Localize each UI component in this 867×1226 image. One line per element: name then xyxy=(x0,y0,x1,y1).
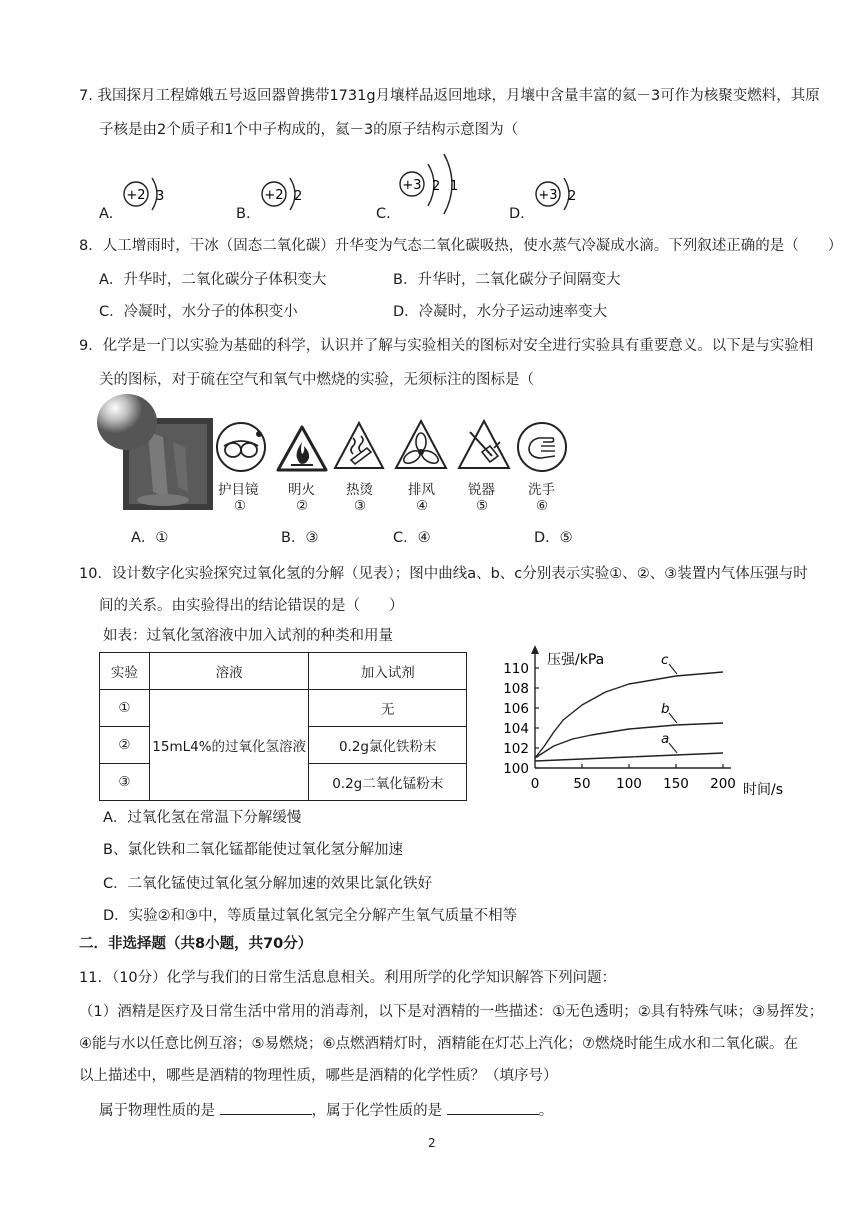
goggles-icon xyxy=(214,420,268,474)
q10-table-caption: 如表：过氧化氢溶液中加入试剂的种类和用量 xyxy=(103,628,393,644)
chart-series-leader-a xyxy=(669,743,677,753)
svg-text:2: 2 xyxy=(432,179,441,194)
hot-icon xyxy=(333,420,385,474)
svg-text:+2: +2 xyxy=(126,188,146,203)
q9-option-d: D．⑤ xyxy=(534,530,573,546)
q7-option-b-label: B. xyxy=(236,206,251,222)
chart-series-label-c: c xyxy=(661,652,669,668)
chemical-property-answer-blank[interactable] xyxy=(447,1100,539,1115)
icon-label-sharp: 锐器 xyxy=(468,482,495,498)
icon-label-goggles: 护目镜 xyxy=(218,482,259,498)
icon-num-goggles: ① xyxy=(234,498,247,514)
q8-stem: 8．人工增雨时，干冰（固态二氧化碳）升华变为气态二氧化碳吸热，使水蒸气冷凝成水滴。下列叙述正确的是（ ） xyxy=(79,238,843,254)
chart-y-tick-label: 100 xyxy=(503,761,529,777)
chart-series-leader-c xyxy=(669,664,677,674)
icon-num-handwash: ⑥ xyxy=(536,498,549,514)
table-header-reagent: 加入试剂 xyxy=(309,653,467,690)
q7-option-c-label: C. xyxy=(376,206,391,222)
q7-option-a-label: A. xyxy=(99,206,114,222)
chart-series-line-b xyxy=(535,723,723,758)
table-cell-exp-3: ③ xyxy=(100,764,150,801)
chart-y-axis-label: 压强/kPa xyxy=(547,652,605,668)
icon-label-hot: 热烫 xyxy=(346,482,373,498)
q9-option-a: A．① xyxy=(131,530,169,546)
fan-icon xyxy=(393,418,449,474)
fire-icon xyxy=(275,424,329,474)
chart-series-label-a: a xyxy=(661,731,670,747)
chart-x-tick-label: 150 xyxy=(663,776,689,792)
icon-label-handwash: 洗手 xyxy=(528,482,555,498)
q11-fill-physical-label: 属于物理性质的是 xyxy=(99,1103,215,1119)
table-cell-reagent-2: 0.2g氯化铁粉末 xyxy=(309,727,467,764)
table-header-exp: 实验 xyxy=(100,653,150,690)
q8-option-d: D．冷凝时，水分子运动速率变大 xyxy=(393,304,608,320)
svg-text:+3: +3 xyxy=(402,178,422,193)
atom-diagram-b xyxy=(256,170,306,220)
chart-y-axis-arrow xyxy=(531,645,539,654)
handwash-icon xyxy=(515,420,569,474)
physical-property-answer-blank[interactable] xyxy=(220,1100,312,1115)
chart-y-tick-label: 108 xyxy=(503,681,529,697)
chart-x-tick-label: 0 xyxy=(530,776,540,792)
atom-diagram-a xyxy=(118,170,168,220)
q7-line1: 7. 我国探月工程嫦娥五号返回器曾携带1731g月壤样品返回地球，月壤中含量丰富的氦－3可作为核聚变燃料，其原 xyxy=(79,88,820,104)
svg-text:2: 2 xyxy=(294,189,303,204)
table-cell-exp-1: ① xyxy=(100,690,150,727)
chart-series-leader-b xyxy=(669,713,677,723)
chart-x-tick-label: 100 xyxy=(616,776,642,792)
chart-x-tick-label: 200 xyxy=(710,776,736,792)
icon-label-fire: 明火 xyxy=(288,482,315,498)
q11-fill-chemical-label: ，属于化学性质的是 xyxy=(311,1103,443,1119)
atom-diagram-d xyxy=(530,170,580,220)
q11-p2: ④能与水以任意比例互溶；⑤易燃烧；⑥点燃酒精灯时，酒精能在灯芯上汽化；⑦燃烧时能生成水和二氧化碳。在 xyxy=(79,1036,798,1052)
svg-text:1: 1 xyxy=(450,179,459,194)
q11-fill-line xyxy=(99,1100,553,1121)
table-cell-reagent-1: 无 xyxy=(309,690,467,727)
chart-series xyxy=(535,652,723,761)
q10-option-a: A．过氧化氢在常温下分解缓慢 xyxy=(103,810,302,826)
q9-line1: 9．化学是一门以实验为基础的科学，认识并了解与实验相关的图标对安全进行实验具有重要意义。以下是与实验相 xyxy=(79,338,814,354)
chart-x-axis-label: 时间/s xyxy=(743,782,784,798)
icon-num-sharp: ⑤ xyxy=(476,498,489,514)
q11-p1: （1）酒精是医疗及日常生活中常用的消毒剂，以下是对酒精的一些描述：①无色透明；②具有特殊气味；③易挥发； xyxy=(79,1004,824,1020)
icon-label-fan: 排风 xyxy=(408,482,435,498)
q10-option-b: B、氯化铁和二氧化锰都能使过氧化氢分解加速 xyxy=(103,842,403,858)
q9-line2: 关的图标，对于硫在空气和氧气中燃烧的实验，无须标注的图标是（ xyxy=(99,372,534,388)
svg-text:+3: +3 xyxy=(538,188,558,203)
atom-diagram-c xyxy=(392,148,472,218)
q7-line2: 子核是由2个质子和1个中子构成的，氦－3的原子结构示意图为（ xyxy=(99,122,519,138)
icon-num-hot: ③ xyxy=(354,498,367,514)
q7-option-d-label: D. xyxy=(509,206,525,222)
chart-y-tick-label: 104 xyxy=(503,721,529,737)
chart-y-tick-label: 110 xyxy=(503,661,529,677)
section-title: 二．非选择题（共8小题，共70分） xyxy=(79,936,313,952)
q10-option-d: D．实验②和③中，等质量过氧化氢完全分解产生氧气质量不相等 xyxy=(103,908,518,924)
q10-line2: 间的关系。由实验得出的结论错误的是（ ） xyxy=(99,598,404,614)
chart-series-label-b: b xyxy=(661,701,670,717)
page-number: 2 xyxy=(428,1136,436,1150)
chart-series-line-a xyxy=(535,753,723,761)
chart-ticks xyxy=(503,661,736,792)
q10-option-c: C．二氧化锰使过氧化氢分解加速的效果比氯化铁好 xyxy=(103,876,433,892)
reagent-table xyxy=(99,652,467,801)
table-cell-solution: 15mL4%的过氧化氢溶液 xyxy=(149,690,309,801)
q8-option-a: A．升华时，二氧化碳分子体积变大 xyxy=(99,272,327,288)
icon-num-fire: ② xyxy=(296,498,309,514)
q9-option-b: B．③ xyxy=(281,530,319,546)
chart-series-line-c xyxy=(535,672,723,758)
table-cell-exp-2: ② xyxy=(100,727,150,764)
table-cell-reagent-3: 0.2g二氧化锰粉末 xyxy=(309,764,467,801)
q10-line1: 10．设计数字化实验探究过氧化氢的分解（见表）；图中曲线a、b、c分别表示实验①、②、③装置内气体压强与时 xyxy=(79,566,808,582)
q8-option-b: B．升华时，二氧化碳分子间隔变大 xyxy=(393,272,621,288)
q11-fill-end: 。 xyxy=(538,1103,554,1119)
q8-option-c: C．冷凝时，水分子的体积变小 xyxy=(99,304,298,320)
q11-p3: 以上描述中，哪些是酒精的物理性质，哪些是酒精的化学性质？（填序号） xyxy=(79,1068,558,1084)
sharp-icon xyxy=(456,418,512,474)
chart-y-tick-label: 102 xyxy=(503,741,529,757)
svg-text:2: 2 xyxy=(568,189,577,204)
q9-option-c: C．④ xyxy=(393,530,431,546)
sulfur-burning-photo xyxy=(93,392,213,510)
chart-y-tick-label: 106 xyxy=(503,701,529,717)
svg-text:3: 3 xyxy=(156,189,165,204)
table-header-solution: 溶液 xyxy=(149,653,309,690)
chart-x-tick-label: 50 xyxy=(573,776,591,792)
svg-text:+2: +2 xyxy=(264,188,284,203)
icon-num-fan: ④ xyxy=(416,498,429,514)
q11-stem: 11．（10分）化学与我们的日常生活息息相关。利用所学的化学知识解答下列问题： xyxy=(79,970,617,986)
pressure-time-chart xyxy=(495,642,805,807)
